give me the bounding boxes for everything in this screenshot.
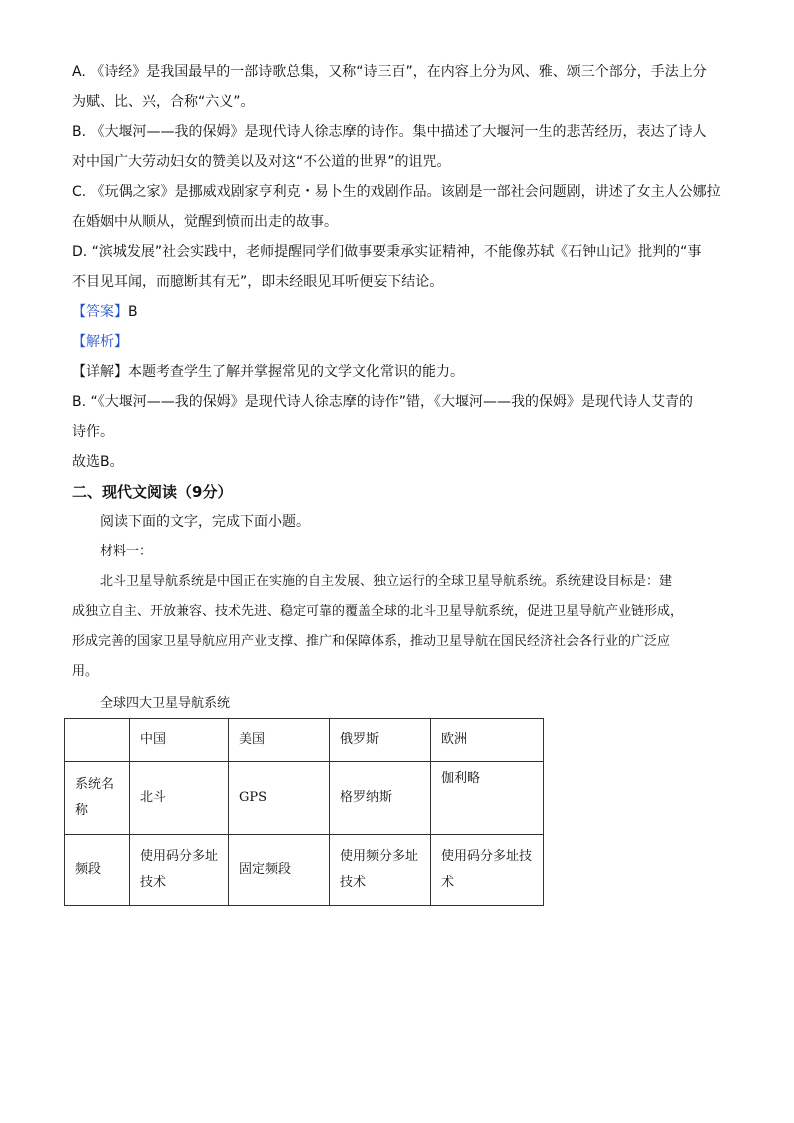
- section-instruction: 阅读下面的文字，完成下面小题。: [100, 514, 310, 530]
- table-caption: 全球四大卫星导航系统: [100, 696, 231, 711]
- detail-line: [72, 362, 732, 382]
- table-cell: 系统名称: [65, 762, 130, 835]
- table-cell: 固定频段: [229, 835, 330, 906]
- table-header-cell: 俄罗斯: [330, 719, 431, 762]
- option-a: [72, 62, 732, 112]
- document-page: [72, 62, 732, 906]
- material-line-1: 北斗卫星导航系统是中国正在实施的自主发展、独立运行的全球卫星导航系统。系统建设目标是：建: [100, 574, 673, 589]
- table-cell: 使用码分多址技术: [130, 835, 229, 906]
- option-c: [72, 182, 732, 232]
- section-title: 二、现代文阅读（9分）: [72, 483, 233, 501]
- option-b-line-2: 对中国广大劳动妇女的赞美以及对这“不公道的世界”的诅咒。: [72, 154, 451, 170]
- detail-explanation-line-2: 诗作。: [72, 424, 114, 440]
- detail-explanation-line-1: B. “《大堰河——我的保姆》是现代诗人徐志摩的诗作”错，《大堰河——我的保姆》是现代诗人艾青的: [72, 394, 694, 410]
- table-header-row: [65, 719, 544, 762]
- table-cell: 使用码分多址技术: [431, 835, 544, 906]
- table-header-cell: 美国: [229, 719, 330, 762]
- answer-value: B: [128, 304, 138, 320]
- material-one: [72, 542, 732, 682]
- material-line-4: 用。: [72, 664, 99, 679]
- option-c-line-1: C. 《玩偶之家》是挪威戏剧家亨利克・易卜生的戏剧作品。该剧是一部社会问题剧，讲述了女主人公娜拉: [72, 184, 721, 200]
- material-line-3: 形成完善的国家卫星导航应用产业支撑、推广和保障体系，推动卫星导航在国民经济社会各行业的广泛应: [72, 634, 671, 649]
- answer-line: [72, 302, 732, 322]
- table-header-cell: 中国: [130, 719, 229, 762]
- option-a-line-1: A. 《诗经》是我国最早的一部诗歌总集，又称“诗三百”，在内容上分为风、雅、颂三个部分，手法上分: [72, 64, 707, 80]
- option-a-line-2: 为赋、比、兴，合称“六义”。: [72, 94, 255, 110]
- answer-tag: 【答案】: [72, 304, 128, 320]
- detail-tag: 【详解】: [72, 364, 128, 380]
- table-cell: GPS: [229, 762, 330, 835]
- table-header-cell: [65, 719, 130, 762]
- analysis-line: [72, 332, 732, 352]
- table-cell: 频段: [65, 835, 130, 906]
- table-cell: 格罗纳斯: [330, 762, 431, 835]
- option-b-line-1: B. 《大堰河——我的保姆》是现代诗人徐志摩的诗作。集中描述了大堰河一生的悲苦经历，表达了诗人: [72, 124, 707, 140]
- material-line-2: 成独立自主、开放兼容、技术先进、稳定可靠的覆盖全球的北斗卫星导航系统，促进卫星导航产业链形成，: [72, 604, 684, 619]
- table-cell: 北斗: [130, 762, 229, 835]
- option-d-line-2: 不目见耳闻，而臆断其有无”，即未经眼见耳听便妄下结论。: [72, 274, 444, 290]
- option-b: [72, 122, 732, 172]
- table-header-cell: 欧洲: [431, 719, 544, 762]
- table-cell: 使用频分多址技术: [330, 835, 431, 906]
- analysis-tag: 【解析】: [72, 334, 128, 350]
- option-d: [72, 242, 732, 292]
- option-d-line-1: D. “滨城发展”社会实践中，老师提醒同学们做事要秉承实证精神，不能像苏轼《石钟山记》批判的“事: [72, 244, 702, 260]
- detail-conclusion: 故选B。: [72, 454, 124, 470]
- table-row: [65, 835, 544, 906]
- material-paragraph: [72, 572, 732, 682]
- material-label: 材料一：: [100, 544, 153, 559]
- navigation-systems-table: [64, 718, 544, 906]
- table-row: [65, 762, 544, 835]
- option-c-line-2: 在婚姻中从顺从，觉醒到愤而出走的故事。: [72, 214, 338, 230]
- detail-text: 本题考查学生了解并掌握常见的文学文化常识的能力。: [128, 364, 464, 380]
- table-cell: 伽利略: [431, 762, 544, 835]
